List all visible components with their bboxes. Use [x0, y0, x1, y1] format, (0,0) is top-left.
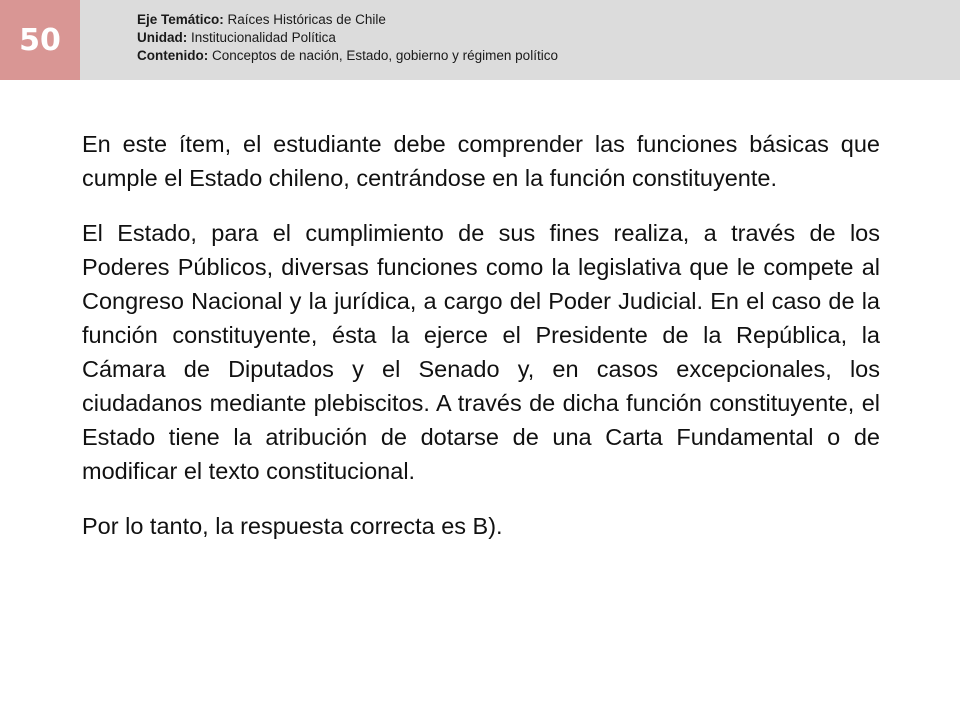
header-bar — [0, 0, 960, 80]
header-metadata — [137, 11, 558, 65]
body-text — [82, 127, 880, 564]
paragraph-explanation: El Estado, para el cumplimiento de sus fines realiza, a través de los Poderes Públicos, diversas funciones como la legislativa que le compete al Congreso Nacional y la jurídica, a cargo del Poder Judicial. En el caso de la función constituyente, ésta la ejerce el Presidente de la República, la Cámara de Diputados y el Senado y, en casos excepcionales, los ciudadanos mediante plebiscitos. A través de dicha función constituyente, el Estado tiene la atribución de dotarse de una Carta Fundamental o de modificar el texto constitucional. — [82, 220, 880, 484]
slide-number: 50 — [19, 22, 61, 58]
eje-tematico-label: Eje Temático: — [137, 12, 224, 27]
unidad-line — [137, 29, 558, 47]
contenido-label: Contenido: — [137, 48, 209, 63]
eje-tematico-line — [137, 11, 558, 29]
contenido-value: Conceptos de nación, Estado, gobierno y régimen político — [208, 48, 558, 63]
paragraph-answer: Por lo tanto, la respuesta correcta es B). — [82, 513, 503, 539]
contenido-line — [137, 47, 558, 65]
unidad-label: Unidad: — [137, 30, 188, 45]
paragraph-intro: En este ítem, el estudiante debe comprender las funciones básicas que cumple el Estado chileno, centrándose en la función constituyente. — [82, 131, 880, 191]
eje-tematico-value: Raíces Históricas de Chile — [223, 12, 386, 27]
slide-number-badge — [0, 0, 80, 80]
unidad-value: Institucionalidad Política — [187, 30, 336, 45]
